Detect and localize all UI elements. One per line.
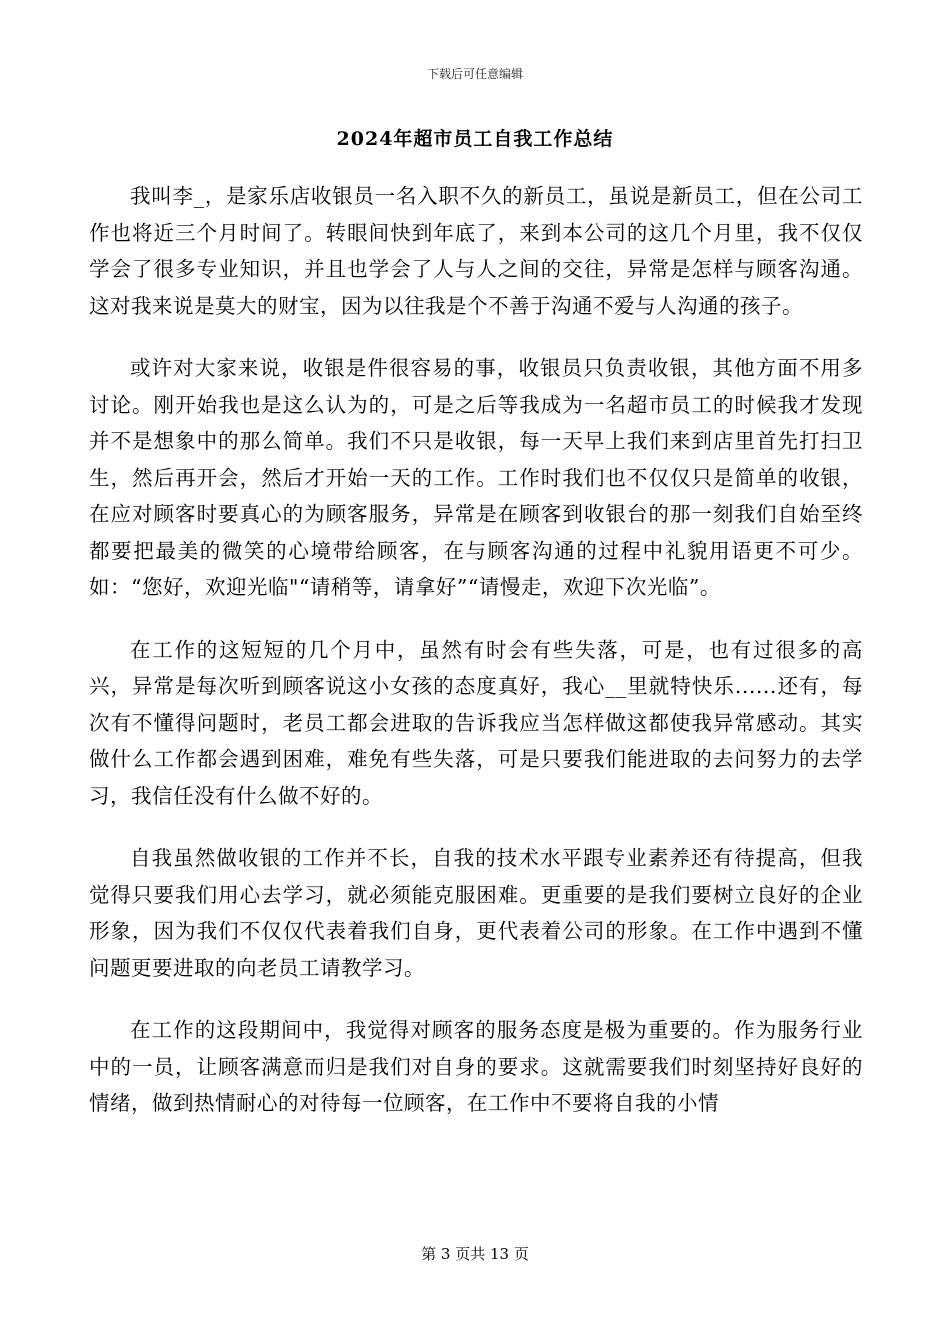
document-title: 2024年超市员工自我工作总结	[336, 128, 614, 150]
header-note: 下载后可任意编辑	[426, 67, 523, 81]
document-body	[89, 178, 863, 1148]
paragraph-5: 在工作的这段期间中，我觉得对顾客的服务态度是极为重要的。作为服务行业中的一员，让顾客满意而归是我们对自身的要求。这就需要我们时刻坚持好良好的情绪，做到热情耐心的对待每一位顾客，在工作中不要将自我的小情	[89, 1018, 863, 1115]
paragraph-2: 或许对大家来说，收银是件很容易的事，收银员只负责收银，其他方面不用多讨论。刚开始我也是这么认为的，可是之后等我成为一名超市员工的时候我才发现并不是想象中的那么简单。我们不只是收银，每一天早上我们来到店里首先打扫卫生，然后再开会，然后才开始一天的工作。工作时我们也不仅仅只是简单的收银，在应对顾客时要真心的为顾客服务，异常是在顾客到收银台的那一刻我们自始至终都要把最美的微笑的心境带给顾客，在与顾客沟通的过程中礼貌用语更不可少。如：“您好，欢迎光临"“请稍等，请拿好”“请慢走，欢迎下次光临”。	[89, 356, 863, 599]
paragraph-1: 我叫李_，是家乐店收银员一名入职不久的新员工，虽说是新员工，但在公司工作也将近三个月时间了。转眼间快到年底了，来到本公司的这几个月里，我不仅仅学会了很多专业知识，并且也学会了人与人之间的交往，异常是怎样与顾客沟通。这对我来说是莫大的财宝，因为以往我是个不善于沟通不爱与人沟通的孩子。	[89, 184, 863, 318]
paragraph-3: 在工作的这短短的几个月中，虽然有时会有些失落，可是，也有过很多的高兴，异常是每次听到顾客说这小女孩的态度真好，我心__里就特快乐......还有，每次有不懂得问题时，老员工都会进取的告诉我应当怎样做这都使我异常感动。其实做什么工作都会遇到困难，难免有些失落，可是只要我们能进取的去问努力的去学习，我信任没有什么做不好的。	[89, 637, 863, 808]
paragraph-4: 自我虽然做收银的工作并不长，自我的技术水平跟专业素养还有待提高，但我觉得只要我们用心去学习，就必须能克服困难。更重要的是我们要树立良好的企业形象，因为我们不仅仅代表着我们自身，更代表着公司的形象。在工作中遇到不懂问题更要进取的向老员工请教学习。	[89, 846, 863, 980]
page-number: 第 3 页共 13 页	[421, 1245, 529, 1263]
